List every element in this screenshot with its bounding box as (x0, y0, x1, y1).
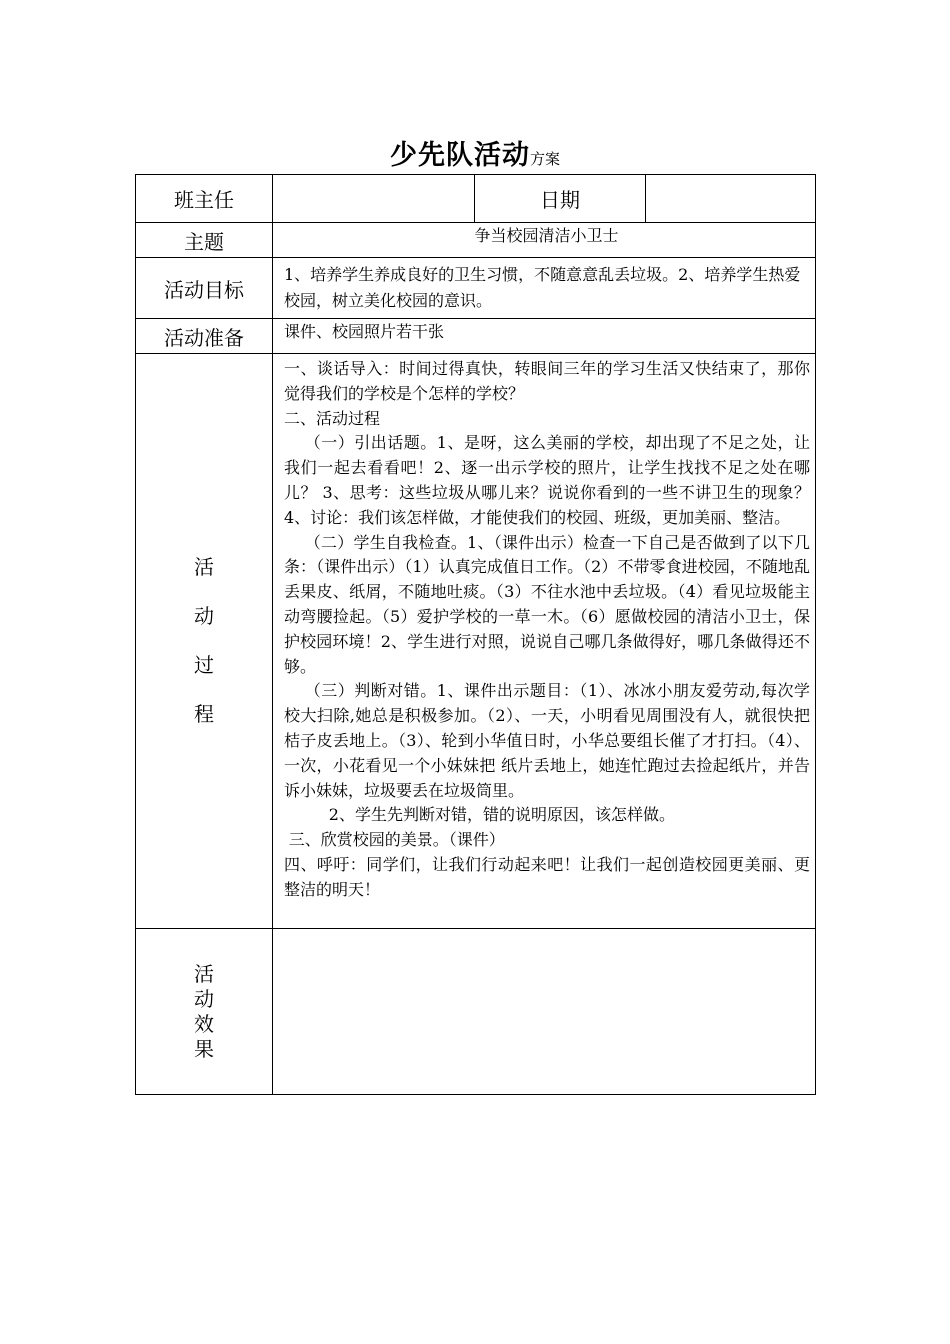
activity-plan-table (135, 174, 816, 1095)
process-paragraph: 三、欣赏校园的美景。（课件） (288, 830, 505, 850)
process-paragraph: 二、活动过程 (284, 408, 381, 428)
process-paragraph: 2、学生先判断对错，错的说明原因，该怎样做。 (328, 805, 675, 825)
process-paragraph: （三）判断对错。1、课件出示题目：（1）、冰冰小朋友爱劳动,每次学校大扫除,她总是积极参加。（2）、一天，小明看见周围没有人，就很快把桔子皮丢地上。（3）、轮到小华值日时，小华总要组长催了才打扫。（4）、一次，小花看见一个小妹妹把 纸片丢地上，她连忙跑过去捡起纸片，并告诉小妹妹，垃圾要丢在垃圾筒里。 (284, 681, 810, 800)
process-label-char: 程 (194, 702, 214, 726)
date-label: 日期 (475, 175, 646, 223)
process-label-char: 活 (194, 555, 214, 579)
row-teacher-date (136, 175, 816, 223)
process-paragraph: 一、谈话导入：时间过得真快，转眼间三年的学习生活又快结束了，那你觉得我们的学校是个怎样的学校？ (284, 359, 810, 403)
row-theme (136, 223, 816, 258)
row-prep (136, 319, 816, 354)
row-effect (136, 929, 816, 1095)
effect-label-char: 效 (194, 1011, 214, 1036)
process-paragraph: 四、呼吁：同学们，让我们行动起来吧！让我们一起创造校园更美丽、更整洁的明天！ (284, 854, 810, 899)
process-label-char: 过 (194, 653, 214, 677)
process-paragraph: （一）引出话题。1、是呀，这么美丽的学校，却出现了不足之处，让我们一起去看看吧！2、逐一出示学校的照片，让学生找找不足之处在哪儿？ 3、思考：这些垃圾从哪儿来？说说你看到的一些不讲卫生的现象？4、讨论：我们该怎样做，才能使我们的校园、班级，更加美丽、整洁。 (284, 433, 810, 527)
process-label (136, 354, 273, 929)
effect-label-char: 果 (194, 1036, 214, 1061)
effect-label-char: 活 (194, 961, 214, 986)
row-process (136, 354, 816, 929)
date-value (646, 175, 816, 223)
row-goal (136, 258, 816, 319)
title-main: 少先队活动 (389, 140, 530, 171)
goal-label: 活动目标 (136, 258, 273, 319)
teacher-value (273, 175, 475, 223)
process-label-char: 动 (194, 604, 214, 628)
effect-label (136, 929, 273, 1095)
effect-value (273, 929, 816, 1095)
process-paragraph: （二）学生自我检查。1、（课件出示）检查一下自己是否做到了以下几条：（课件出示）（1）认真完成值日工作。（2）不带零食进校园，不随地乱丢果皮、纸屑，不随地吐痰。（3）不往水池中丢垃圾。（4）看见垃圾能主动弯腰捡起。（5）爱护学校的一草一木。（6）愿做校园的清洁小卫士，保护校园环境！2、学生进行对照，说说自己哪几条做得好，哪几条做得还不够。 (284, 532, 810, 676)
theme-label: 主题 (136, 223, 273, 258)
title-sub: 方案 (529, 150, 560, 168)
goal-value: 1、培养学生养成良好的卫生习惯，不随意意乱丢垃圾。2、培养学生热爱校园，树立美化校园的意识。 (273, 258, 816, 319)
document-title (0, 133, 950, 172)
effect-label-char: 动 (194, 986, 214, 1011)
theme-value: 争当校园清洁小卫士 (273, 223, 816, 258)
process-content (273, 354, 816, 929)
teacher-label: 班主任 (136, 175, 273, 223)
prep-value: 课件、校园照片若干张 (273, 319, 816, 354)
prep-label: 活动准备 (136, 319, 273, 354)
